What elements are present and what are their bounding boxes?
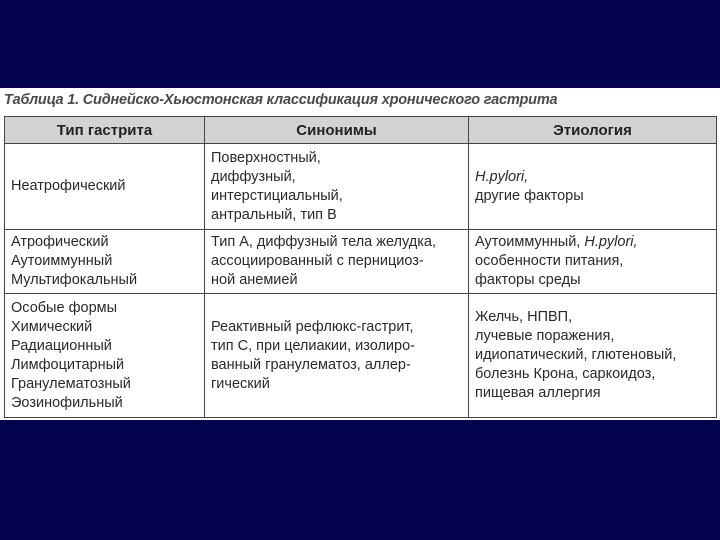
cell-synonyms	[205, 144, 469, 230]
cell-type	[5, 144, 205, 230]
cell-etiology-text: особенности питания, факторы среды	[475, 253, 624, 288]
cell-etiology-lead: Аутоиммунный,	[475, 234, 585, 250]
cell-synonyms	[205, 294, 469, 418]
header-synonyms: Синонимы	[205, 117, 469, 144]
cell-synonyms-text: Тип А, диффузный тела желудка, ассоциированный с пернициоз- ной анемией	[211, 234, 436, 288]
header-etiology: Этиология	[469, 117, 717, 144]
classification-table	[4, 116, 717, 418]
cell-synonyms	[205, 230, 469, 294]
cell-type-text: Особые формы Химический Радиационный Лимфоцитарный Гранулематозный Эозинофильный	[11, 299, 131, 411]
cell-synonyms-text: Поверхностный, диффузный, интерстициальный, антральный, тип В	[211, 149, 343, 223]
table-row	[5, 144, 717, 230]
cell-type	[5, 294, 205, 418]
cell-type	[5, 230, 205, 294]
cell-etiology-italic: H.pylori,	[475, 168, 529, 185]
cell-type-text: Неатрофический	[11, 178, 126, 194]
cell-etiology	[469, 144, 717, 230]
cell-etiology-text: другие факторы	[475, 187, 584, 204]
cell-type-text: Атрофический Аутоиммунный Мультифокальный	[11, 234, 138, 288]
slide-image	[0, 88, 720, 420]
table-caption: Таблица 1. Сиднейско-Хьюстонская классификация хронического гастрита	[4, 92, 558, 108]
cell-etiology	[469, 230, 717, 294]
table-row	[5, 230, 717, 294]
cell-etiology-text: Желчь, НПВП, лучевые поражения, идиопатический, глютеновый, болезнь Крона, саркоидоз, пищевая аллергия	[475, 309, 677, 401]
classification-table-wrap	[4, 116, 716, 418]
cell-synonyms-text: Реактивный рефлюкс-гастрит, тип С, при целиакии, изолиро- ванный гранулематоз, аллер- гический	[211, 318, 415, 392]
cell-etiology-italic: H.pylori,	[584, 234, 638, 250]
cell-etiology	[469, 294, 717, 418]
table-header-row	[5, 117, 717, 144]
header-type: Тип гастрита	[5, 117, 205, 144]
table-row	[5, 294, 717, 418]
